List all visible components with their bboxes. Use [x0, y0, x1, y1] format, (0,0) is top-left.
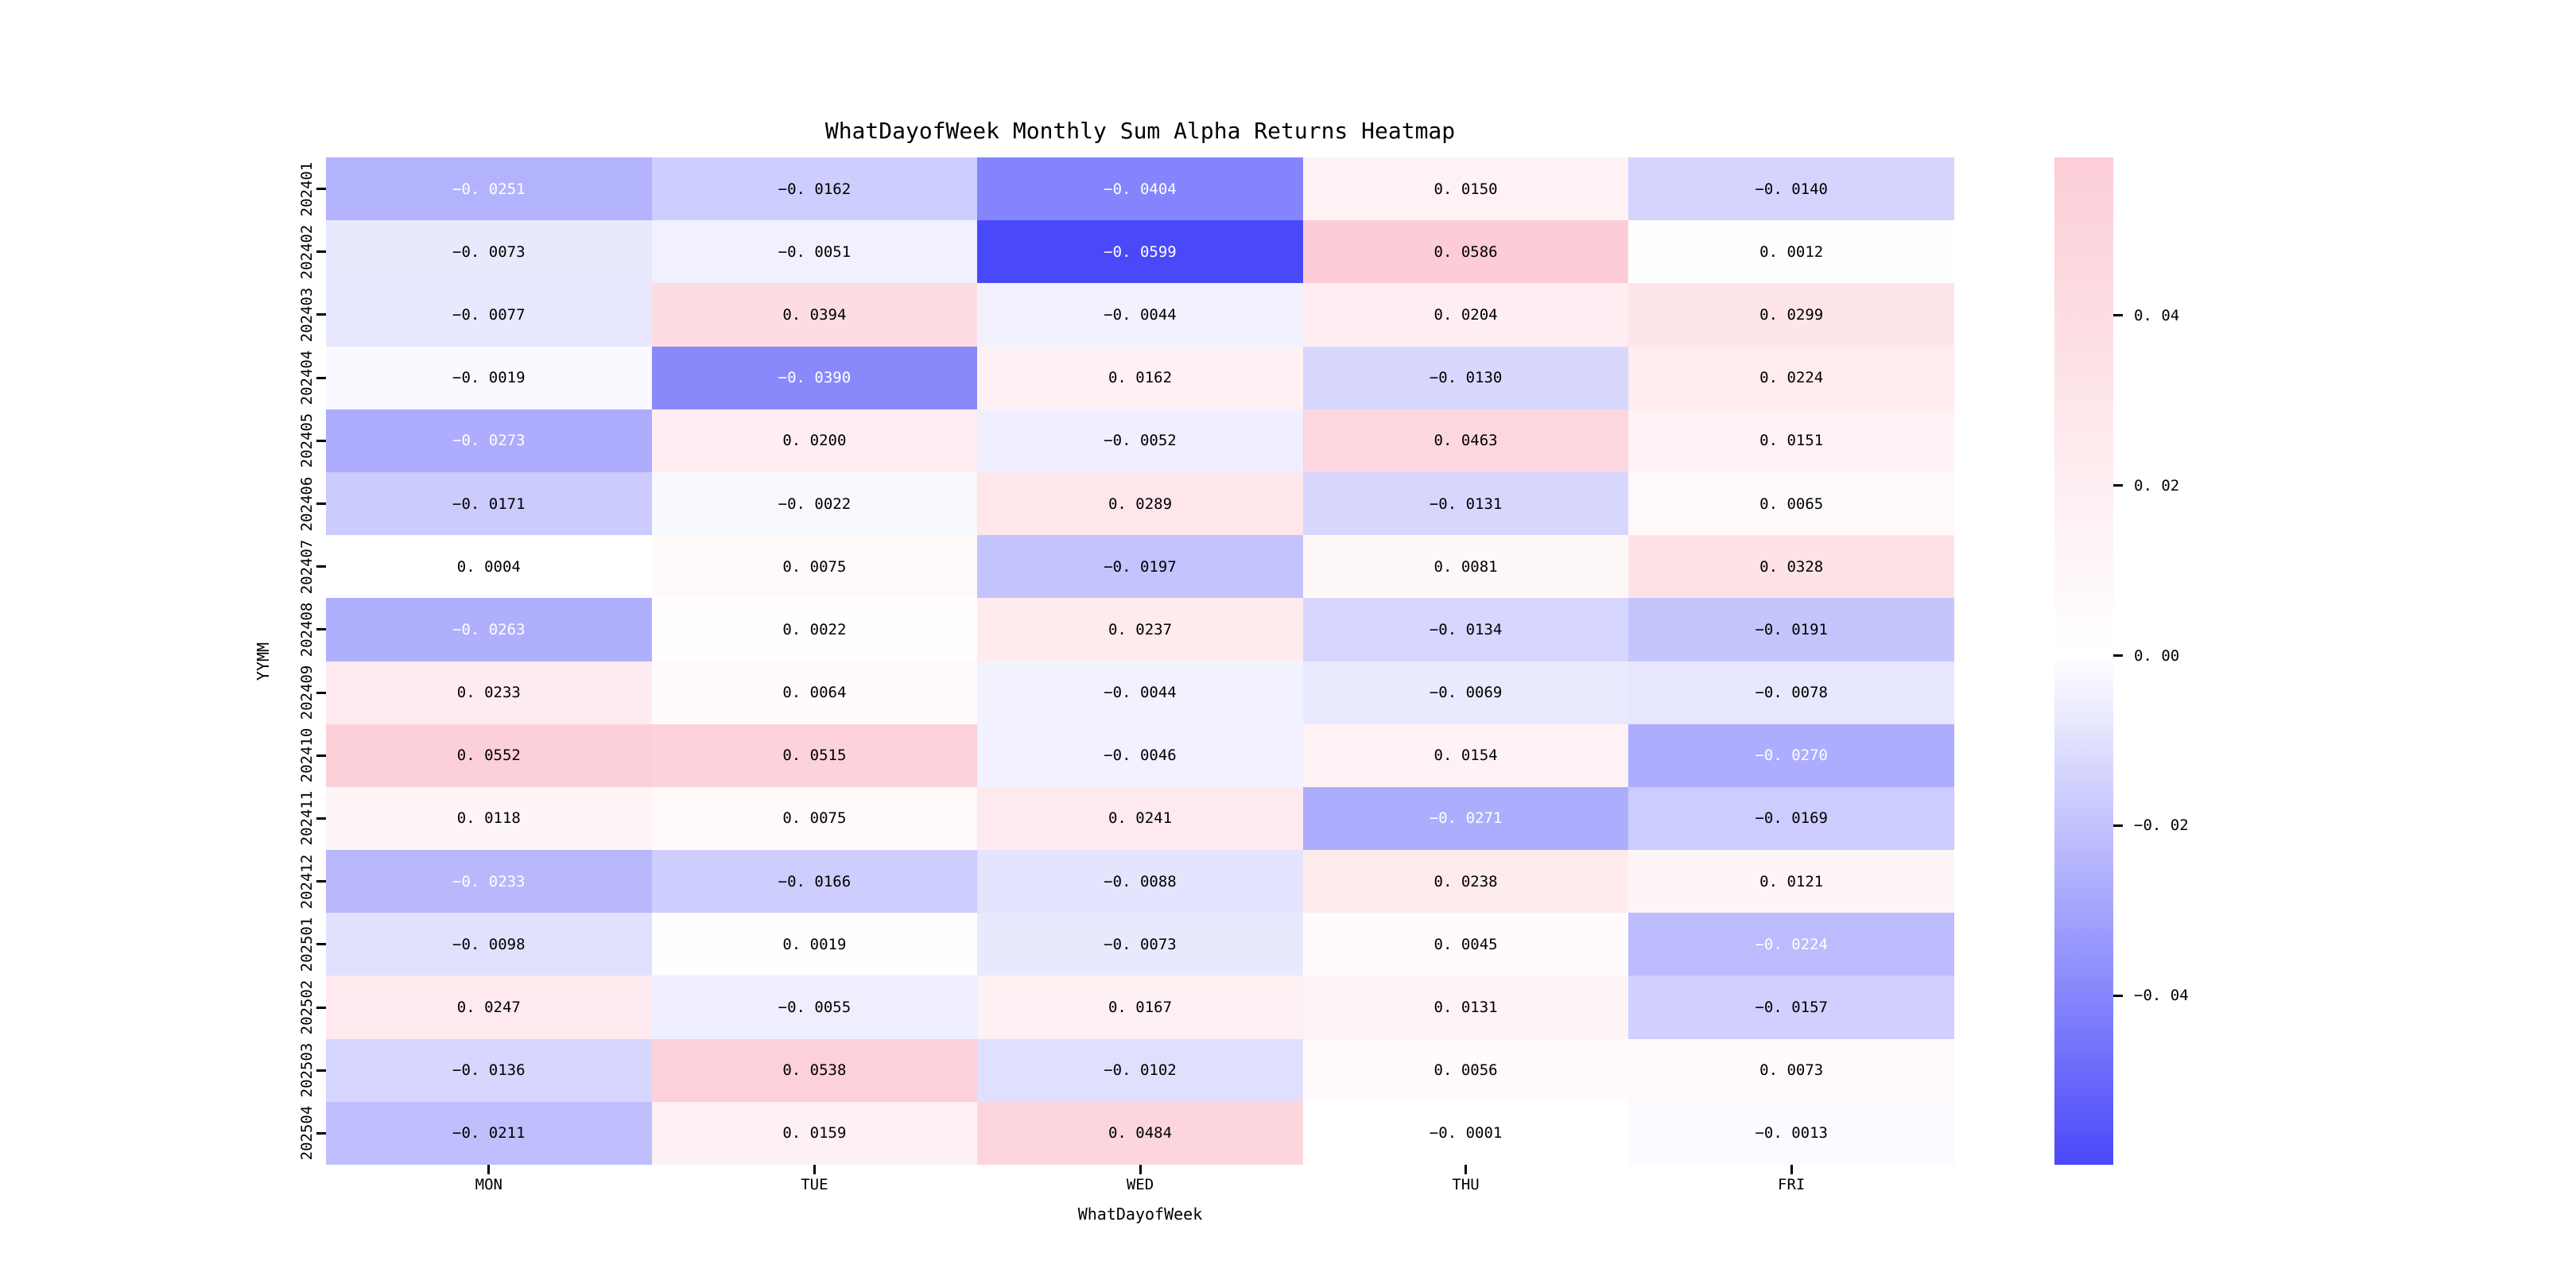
heatmap-cell: 0. 0204	[1303, 283, 1629, 346]
heatmap-cell: 0. 0247	[326, 976, 652, 1038]
y-tick-label: 202407	[298, 539, 316, 595]
y-tick-mark	[316, 565, 326, 568]
x-tick-label: TUE	[801, 1176, 828, 1193]
colorbar-tick-label: −0. 02	[2134, 817, 2189, 835]
y-tick-label: 202503	[298, 1042, 316, 1098]
heatmap-cell: −0. 0270	[1628, 724, 1954, 787]
y-tick-mark	[316, 1069, 326, 1072]
heatmap-cell: 0. 0463	[1303, 409, 1629, 472]
y-tick-label: 202403	[298, 287, 316, 343]
heatmap-cell: −0. 0046	[977, 724, 1303, 787]
x-tick-label: FRI	[1778, 1176, 1806, 1193]
heatmap-cell: −0. 0044	[977, 283, 1303, 346]
x-tick-label: WED	[1126, 1176, 1154, 1193]
y-tick-mark	[316, 377, 326, 379]
x-tick-label: MON	[475, 1176, 502, 1193]
heatmap-cell: 0. 0299	[1628, 283, 1954, 346]
heatmap-cell: 0. 0065	[1628, 472, 1954, 535]
heatmap-cell: −0. 0390	[652, 347, 978, 409]
heatmap-cell: 0. 0394	[652, 283, 978, 346]
heatmap-cell: −0. 0078	[1628, 661, 1954, 724]
heatmap-cell: 0. 0167	[977, 976, 1303, 1038]
heatmap-cell: −0. 0211	[326, 1102, 652, 1165]
colorbar-tick-mark	[2113, 654, 2123, 657]
heatmap-cell: 0. 0538	[652, 1039, 978, 1102]
heatmap-cell: 0. 0484	[977, 1102, 1303, 1165]
x-tick-mark	[1465, 1165, 1467, 1174]
heatmap-cell: 0. 0118	[326, 787, 652, 850]
heatmap-cell: −0. 0140	[1628, 157, 1954, 220]
heatmap-cell: −0. 0102	[977, 1039, 1303, 1102]
y-tick-label: 202410	[298, 727, 316, 783]
heatmap-cell: −0. 0224	[1628, 913, 1954, 976]
colorbar	[2054, 157, 2113, 1165]
colorbar-tick-label: 0. 02	[2134, 476, 2180, 495]
y-tick-label: 202502	[298, 980, 316, 1035]
heatmap-cell: 0. 0075	[652, 535, 978, 598]
heatmap-cell: −0. 0001	[1303, 1102, 1629, 1165]
y-tick-mark	[316, 755, 326, 757]
heatmap-cell: 0. 0241	[977, 787, 1303, 850]
heatmap-cell: 0. 0019	[652, 913, 978, 976]
y-tick-mark	[316, 502, 326, 505]
heatmap-cell: −0. 0273	[326, 409, 652, 472]
colorbar-tick-label: 0. 00	[2134, 646, 2180, 665]
heatmap-cell: −0. 0166	[652, 850, 978, 913]
heatmap-cell: 0. 0045	[1303, 913, 1629, 976]
heatmap-cell: −0. 0077	[326, 283, 652, 346]
heatmap-cell: −0. 0233	[326, 850, 652, 913]
heatmap-cell: 0. 0552	[326, 724, 652, 787]
heatmap-cell: 0. 0515	[652, 724, 978, 787]
y-tick-mark	[316, 1132, 326, 1135]
y-tick-mark	[316, 188, 326, 190]
heatmap-cell: −0. 0052	[977, 409, 1303, 472]
y-tick-label: 202501	[298, 917, 316, 972]
x-tick-mark	[1139, 1165, 1142, 1174]
heatmap-cell: 0. 0131	[1303, 976, 1629, 1038]
heatmap-cell: 0. 0224	[1628, 347, 1954, 409]
heatmap-cell: 0. 0022	[652, 598, 978, 661]
heatmap-cell: 0. 0237	[977, 598, 1303, 661]
y-tick-mark	[316, 817, 326, 820]
heatmap-cell: −0. 0088	[977, 850, 1303, 913]
heatmap-cell: 0. 0233	[326, 661, 652, 724]
y-tick-mark	[316, 880, 326, 883]
heatmap-cell: −0. 0251	[326, 157, 652, 220]
heatmap-cell: 0. 0162	[977, 347, 1303, 409]
colorbar-tick-label: −0. 04	[2134, 987, 2189, 1005]
y-tick-label: 202408	[298, 602, 316, 658]
heatmap-cell: 0. 0238	[1303, 850, 1629, 913]
heatmap-cell: −0. 0271	[1303, 787, 1629, 850]
heatmap-cell: −0. 0171	[326, 472, 652, 535]
heatmap-cell: 0. 0151	[1628, 409, 1954, 472]
chart-title: WhatDayofWeek Monthly Sum Alpha Returns Heatmap	[824, 118, 1456, 144]
heatmap-cell: −0. 0599	[977, 220, 1303, 283]
heatmap-cell: 0. 0328	[1628, 535, 1954, 598]
x-tick-mark	[1790, 1165, 1793, 1174]
heatmap-cell: 0. 0056	[1303, 1039, 1629, 1102]
y-tick-mark	[316, 1007, 326, 1009]
heatmap-cell: −0. 0130	[1303, 347, 1629, 409]
heatmap-cell: 0. 0004	[326, 535, 652, 598]
heatmap-cell: −0. 0263	[326, 598, 652, 661]
x-axis-label: WhatDayofWeek	[1077, 1205, 1203, 1224]
y-tick-mark	[316, 440, 326, 442]
heatmap-cell: 0. 0200	[652, 409, 978, 472]
y-tick-mark	[316, 943, 326, 945]
heatmap-cell: −0. 0157	[1628, 976, 1954, 1038]
heatmap-cell: 0. 0012	[1628, 220, 1954, 283]
x-tick-mark	[487, 1165, 490, 1174]
heatmap-cell: 0. 0121	[1628, 850, 1954, 913]
x-tick-mark	[813, 1165, 816, 1174]
heatmap-cell: 0. 0075	[652, 787, 978, 850]
heatmap-cell: −0. 0022	[652, 472, 978, 535]
y-tick-mark	[316, 692, 326, 694]
colorbar-tick-mark	[2113, 314, 2123, 316]
heatmap-cell: −0. 0134	[1303, 598, 1629, 661]
y-tick-label: 202409	[298, 665, 316, 720]
y-tick-label: 202404	[298, 350, 316, 405]
colorbar-tick-mark	[2113, 484, 2123, 487]
heatmap-cell: −0. 0055	[652, 976, 978, 1038]
x-tick-label: THU	[1452, 1176, 1480, 1193]
heatmap-cell: −0. 0404	[977, 157, 1303, 220]
y-tick-mark	[316, 313, 326, 316]
y-axis-label: YYMM	[254, 642, 273, 681]
y-tick-label: 202401	[298, 161, 316, 216]
y-tick-label: 202405	[298, 413, 316, 468]
heatmap-cell: −0. 0197	[977, 535, 1303, 598]
heatmap-cell: 0. 0586	[1303, 220, 1629, 283]
y-tick-mark	[316, 628, 326, 630]
heatmap-cell: 0. 0150	[1303, 157, 1629, 220]
heatmap-cell: 0. 0159	[652, 1102, 978, 1165]
y-tick-label: 202406	[298, 476, 316, 531]
heatmap-cell: −0. 0131	[1303, 472, 1629, 535]
colorbar-tick-mark	[2113, 824, 2123, 827]
heatmap-cell: −0. 0013	[1628, 1102, 1954, 1165]
heatmap-cell: 0. 0073	[1628, 1039, 1954, 1102]
heatmap-cell: 0. 0064	[652, 661, 978, 724]
heatmap-cell: −0. 0019	[326, 347, 652, 409]
heatmap-cell: −0. 0073	[977, 913, 1303, 976]
y-tick-label: 202402	[298, 224, 316, 280]
y-tick-mark	[316, 250, 326, 253]
heatmap-cell: −0. 0044	[977, 661, 1303, 724]
heatmap-cell: −0. 0073	[326, 220, 652, 283]
heatmap-cell: 0. 0154	[1303, 724, 1629, 787]
heatmap-cell: −0. 0069	[1303, 661, 1629, 724]
heatmap-cell: 0. 0081	[1303, 535, 1629, 598]
colorbar-tick-mark	[2113, 995, 2123, 997]
colorbar-tick-label: 0. 04	[2134, 306, 2180, 324]
y-tick-label: 202504	[298, 1106, 316, 1161]
heatmap-cell: −0. 0136	[326, 1039, 652, 1102]
heatmap-cell: 0. 0289	[977, 472, 1303, 535]
heatmap-cell: −0. 0191	[1628, 598, 1954, 661]
heatmap-cell: −0. 0098	[326, 913, 652, 976]
heatmap-grid	[326, 157, 1954, 1165]
heatmap-cell: −0. 0162	[652, 157, 978, 220]
y-tick-label: 202412	[298, 854, 316, 909]
y-tick-label: 202411	[298, 791, 316, 846]
heatmap-cell: −0. 0169	[1628, 787, 1954, 850]
heatmap-cell: −0. 0051	[652, 220, 978, 283]
